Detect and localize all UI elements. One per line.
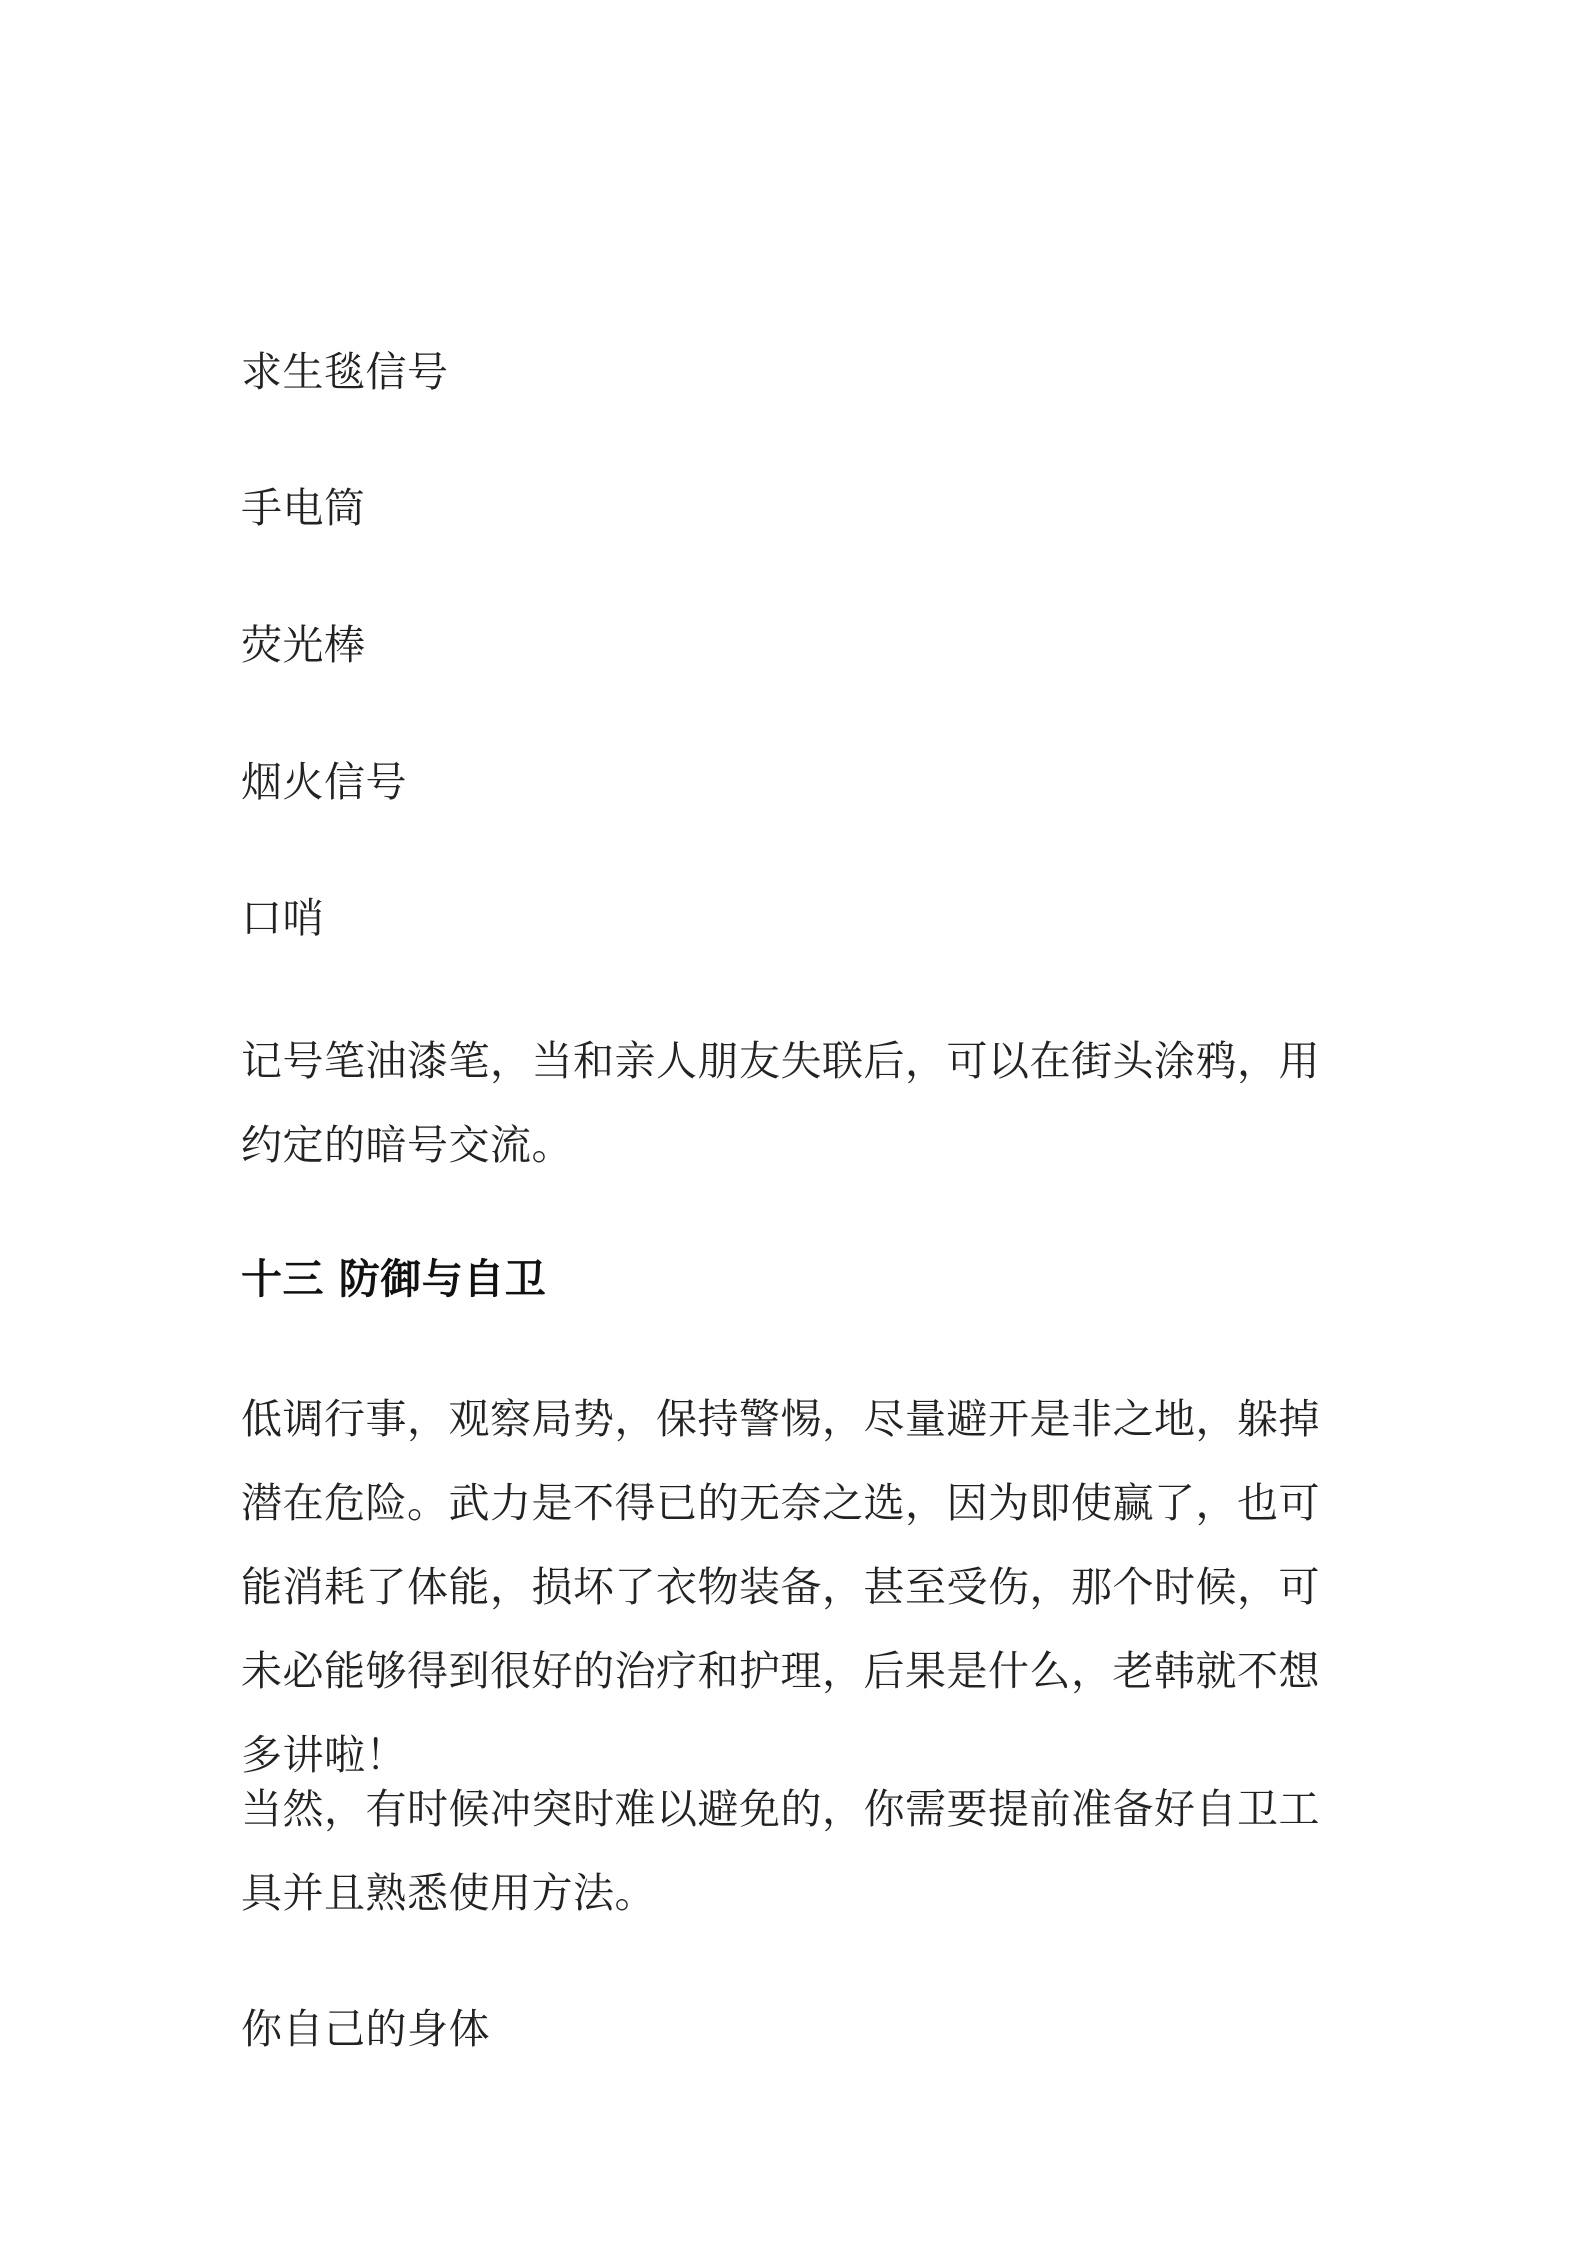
- list-item-blanket-signal: 求生毯信号: [241, 348, 449, 396]
- section-heading: 十三 防御与自卫: [241, 1255, 547, 1303]
- list-item-glow-stick: 荧光棒: [241, 621, 366, 669]
- defense-paragraph-2: 当然，有时候冲突时难以避免的，你需要提前准备好自卫工具并且熟悉使用方法。: [241, 1785, 1320, 1917]
- list-item-flashlight: 手电筒: [241, 484, 366, 532]
- list-item-whistle: 口哨: [241, 894, 324, 942]
- list-item-smoke-signal: 烟火信号: [241, 758, 407, 806]
- defense-paragraph-1: 低调行事，观察局势，保持警惕，尽量避开是非之地，躲掉潜在危险。武力是不得已的无奈之选，因为即使赢了，也可能消耗了体能，损坏了衣物装备，甚至受伤，那个时候，可未必能够得到很好的治疗和护理，后果是什么，老韩就不想多讲啦！: [241, 1395, 1320, 1779]
- body-line: 你自己的身体: [241, 2005, 490, 2053]
- marker-paragraph: 记号笔油漆笔，当和亲人朋友失联后，可以在街头涂鸦，用约定的暗号交流。: [241, 1037, 1320, 1169]
